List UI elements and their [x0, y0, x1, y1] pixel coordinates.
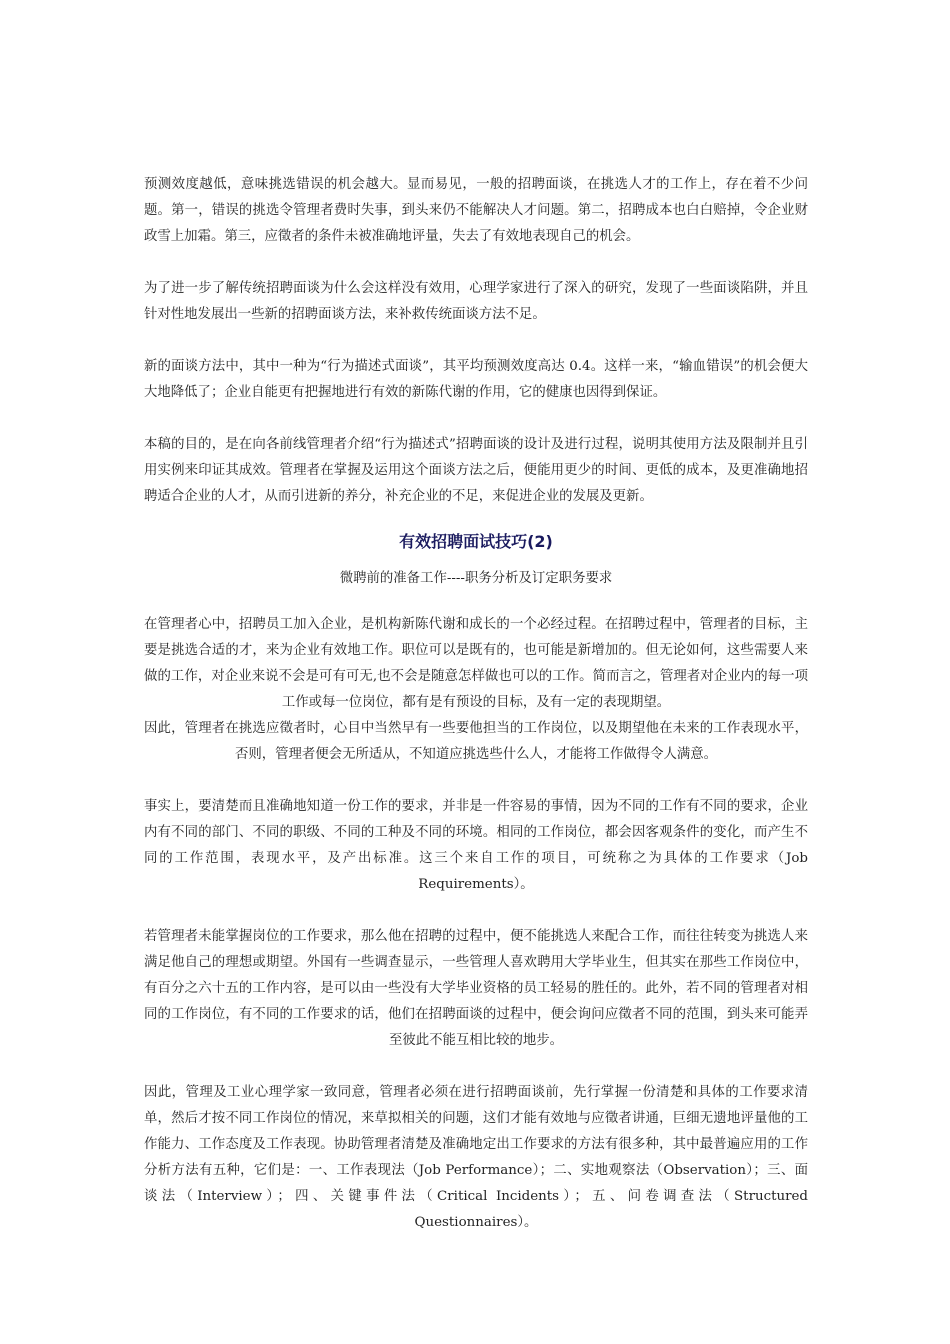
paragraph-9: 因此，管理及工业心理学家一致同意，管理者必须在进行招聘面谈前，先行掌握一份清楚和具体的工作要求清单，然后才按不同工作岗位的情况，来草拟相关的问题，这们才能有效地与应徵者讲通，巨细无遗地评量他的工作能力、工作态度及工作表现。协助管理者清楚及准确地定出工作要求的方法有很多种，其中最普遍应用的工作分析方法有五种，它们是：一、工作表现法（Job Performance）；二、实地观察法（Observation）；三、面谈法（Interview）；四、关键事件法（Critical Incidents）；五、问卷调查法（Structured Questionnaires）。 [144, 1085, 808, 1230]
paragraph-5: 在管理者心中，招聘员工加入企业，是机构新陈代谢和成长的一个必经过程。在招聘过程中，管理者的目标，主要是挑选合适的才，来为企业有效地工作。职位可以是既有的，也可能是新增加的。但无论如何，这些需要人来做的工作，对企业来说不会是可有可无,也不会是随意怎样做也可以的工作。简而言之，管理者对企业内的每一项工作或每一位岗位，都有是有预设的目标，及有一定的表现期望。 [144, 617, 808, 710]
paragraph-6: 因此，管理者在挑选应徵者时，心目中当然早有一些要他担当的工作岗位，以及期望他在未来的工作表现水平，否则，管理者便会无所适从，不知道应挑选些什么人，才能将工作做得令人满意。 [144, 721, 808, 762]
paragraph-4: 本稿的目的，是在向各前线管理者介绍“行为描述式”招聘面谈的设计及进行过程，说明其使用方法及限制并且引用实例来印证其成效。管理者在掌握及运用这个面谈方法之后，便能用更少的时间、更低的成本，及更准确地招聘适合企业的人才，从而引进新的养分，补充企业的不足，来促进企业的发展及更新。 [144, 437, 808, 504]
section-title: 有效招聘面试技巧(2) [399, 532, 553, 551]
paragraph-1: 预测效度越低，意味挑选错误的机会越大。显而易见，一般的招聘面谈，在挑选人才的工作上，存在着不少问题。第一，错误的挑选令管理者费时失事，到头来仍不能解决人才问题。第二，招聘成本也白白赔掉，令企业财政雪上加霜。第三，应徵者的条件未被准确地评量，失去了有效地表现自己的机会。 [144, 177, 808, 244]
paragraph-3: 新的面谈方法中，其中一种为“行为描述式面谈”，其平均预测效度高达 0.4。这样一来，“输血错误”的机会便大大地降低了；企业自能更有把握地进行有效的新陈代谢的作用，它的健康也因得到保证。 [144, 359, 808, 400]
section-subtitle: 微聘前的准备工作----职务分析及订定职务要求 [339, 571, 613, 586]
paragraph-8: 若管理者未能掌握岗位的工作要求，那么他在招聘的过程中，便不能挑选人来配合工作，而往往转变为挑选人来满足他自己的理想或期望。外国有一些调查显示，一些管理人喜欢聘用大学毕业生，但其实在那些工作岗位中，有百分之六十五的工作内容，是可以由一些没有大学毕业资格的员工轻易的胜任的。此外，若不同的管理者对相同的工作岗位，有不同的工作要求的话，他们在招聘面谈的过程中，便会询问应徵者不同的范围，到头来可能弄至彼此不能互相比较的地步。 [144, 929, 808, 1048]
paragraph-7: 事实上，要清楚而且准确地知道一份工作的要求，并非是一件容易的事情，因为不同的工作有不同的要求，企业内有不同的部门、不同的职级、不同的工种及不同的环境。相同的工作岗位，都会因客观条件的变化，而产生不同的工作范围，表现水平，及产出标准。这三个来自工作的项目，可统称之为具体的工作要求（Job Requirements）。 [144, 799, 808, 892]
paragraph-2: 为了进一步了解传统招聘面谈为什么会这样没有效用，心理学家进行了深入的研究，发现了一些面谈陷阱，并且针对性地发展出一些新的招聘面谈方法，来补救传统面谈方法不足。 [144, 281, 808, 322]
document-body [144, 172, 808, 1236]
